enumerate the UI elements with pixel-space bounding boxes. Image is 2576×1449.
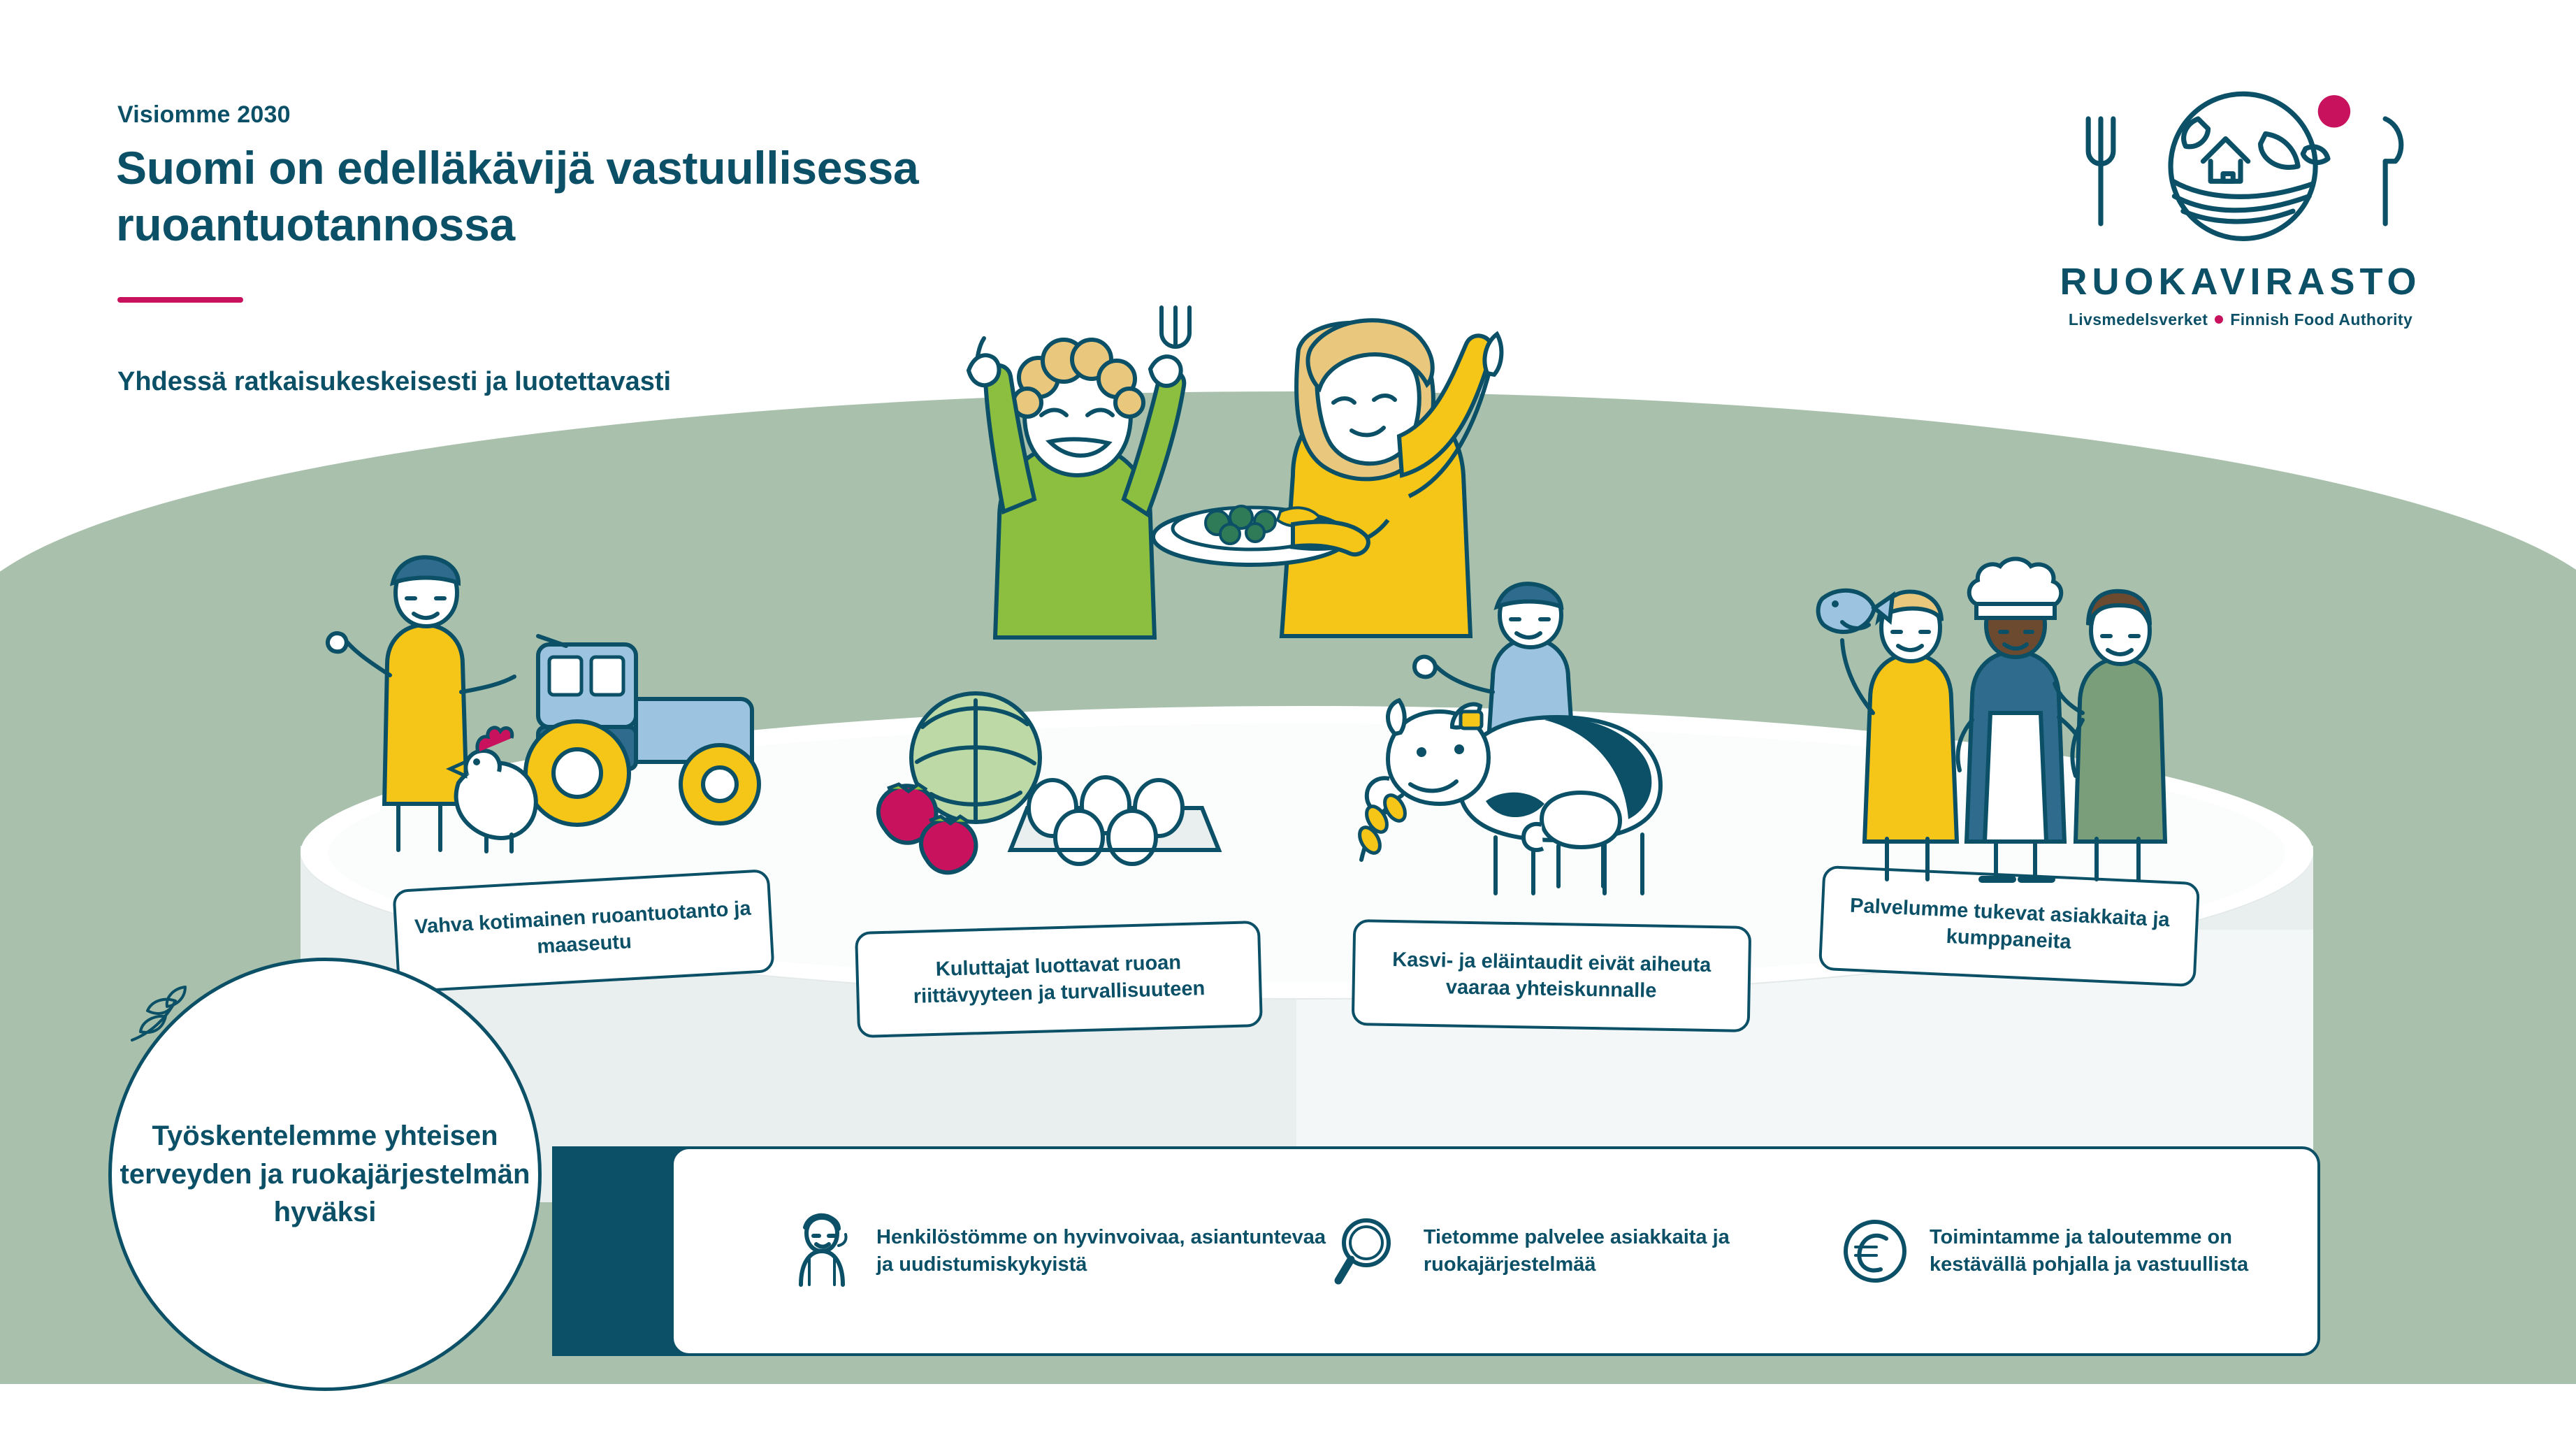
enabler-label: Toimintamme ja taloutemme on kestävällä pohjalla ja vastuullista [1930,1226,2249,1276]
enabler-label: Tietomme palvelee asiakkaita ja ruokajärjestelmää [1423,1226,1730,1276]
enabler-label: Henkilöstömme on hyvinvoivaa, asiantuntevaa ja uudistumiskykyistä [876,1226,1326,1276]
subtitle-text: Yhdessä ratkaisukeskeisesti ja luotettavasti [117,367,672,396]
brand-logo [2003,84,2478,329]
background-footer-strip [0,1384,2576,1449]
pillar-label: Vahva kotimainen ruoantuotanto ja maaseutu [414,897,752,958]
pillar-label: Palvelumme tukevat asiakkaita ja kumppaneita [1849,894,2171,954]
logo-subtext [2003,310,2478,329]
enabler-finance[interactable] [1839,1215,2317,1288]
enabler-personnel[interactable] [786,1215,1333,1288]
logo-separator-dot [2215,315,2223,324]
leaf-icon [122,973,206,1050]
person-icon [786,1215,858,1288]
page-title: Suomi on edelläkävijä vastuullisessa ruoantuotannossa [116,142,919,250]
veterinarian-cow-illustration [1349,594,1782,902]
kicker-text: Visiomme 2030 [117,101,291,128]
euro-icon [1839,1215,1911,1288]
logo-sub-left: Livsmedelsverket [2068,310,2208,329]
magnifier-icon [1333,1215,1405,1288]
pillar-consumer-trust[interactable] [855,921,1263,1038]
mission-text: Työskentelemme yhteisen terveyden ja ruokajärjestelmän hyväksi [120,1120,530,1228]
logo-wordmark: RUOKAVIRASTO [2060,261,2422,303]
ruokavirasto-logo-icon [2003,84,2478,259]
pillar-label: Kasvi- ja eläintaudit eivät aiheuta vaaraa yhteiskunnalle [1392,948,1712,1002]
title-underline [117,297,243,303]
pillar-label: Kuluttajat luottavat ruoan riittävyyteen ja turvallisuuteen [913,951,1206,1008]
farmer-tractor-illustration [328,552,818,881]
logo-sub-right: Finnish Food Authority [2230,310,2413,329]
food-professionals-illustration [1803,573,2236,888]
food-produce-illustration [839,685,1230,895]
pillar-domestic-food-production[interactable] [392,869,774,993]
enabler-knowledge[interactable] [1333,1215,1839,1288]
enablers-bar [671,1146,2320,1356]
pillar-plant-animal-diseases[interactable] [1352,919,1752,1032]
